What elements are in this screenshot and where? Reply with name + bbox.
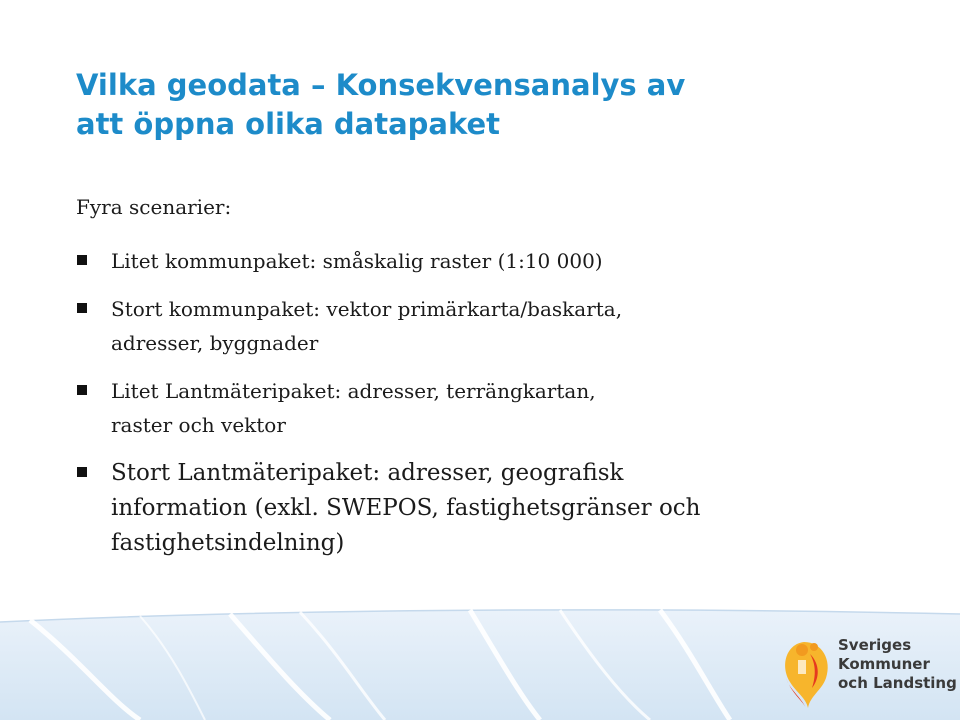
slide-title: [76, 66, 916, 144]
bullet-item: [76, 456, 936, 561]
square-bullet-icon: [77, 255, 87, 265]
intro-text: Fyra scenarier:: [76, 195, 232, 219]
bullet-text: [111, 374, 936, 442]
bullet-list: [76, 244, 936, 575]
logo-line: Sveriges: [838, 636, 912, 654]
bullet-text: [111, 244, 936, 278]
bullet-line: Litet Lantmäteripaket: adresser, terrängkartan,: [111, 379, 596, 403]
square-bullet-icon: [77, 385, 87, 395]
logo-wordmark: [838, 636, 957, 693]
square-bullet-icon: [77, 467, 87, 477]
bullet-text: [111, 292, 936, 360]
bullet-item: [76, 374, 936, 442]
square-bullet-icon: [77, 303, 87, 313]
title-line-1: Vilka geodata – Konsekvensanalys av: [76, 68, 686, 102]
bullet-line: Litet kommunpaket: småskalig raster (1:10 000): [111, 249, 603, 273]
bullet-item: [76, 244, 936, 278]
skl-logo: [776, 634, 957, 710]
bullet-line: Stort Lantmäteripaket: adresser, geografisk: [111, 460, 624, 486]
logo-line: Kommuner: [838, 655, 930, 673]
bullet-text: [111, 456, 936, 561]
bullet-line: fastighetsindelning): [111, 530, 345, 556]
skl-emblem-icon: [776, 634, 836, 710]
bullet-line: Stort kommunpaket: vektor primärkarta/baskarta,: [111, 297, 623, 321]
bullet-line: information (exkl. SWEPOS, fastighetsgränser och: [111, 495, 701, 521]
bullet-line: adresser, byggnader: [111, 331, 319, 355]
title-line-2: att öppna olika datapaket: [76, 107, 501, 141]
bullet-line: raster och vektor: [111, 413, 286, 437]
bullet-item: [76, 292, 936, 360]
logo-line: och Landsting: [838, 674, 957, 692]
